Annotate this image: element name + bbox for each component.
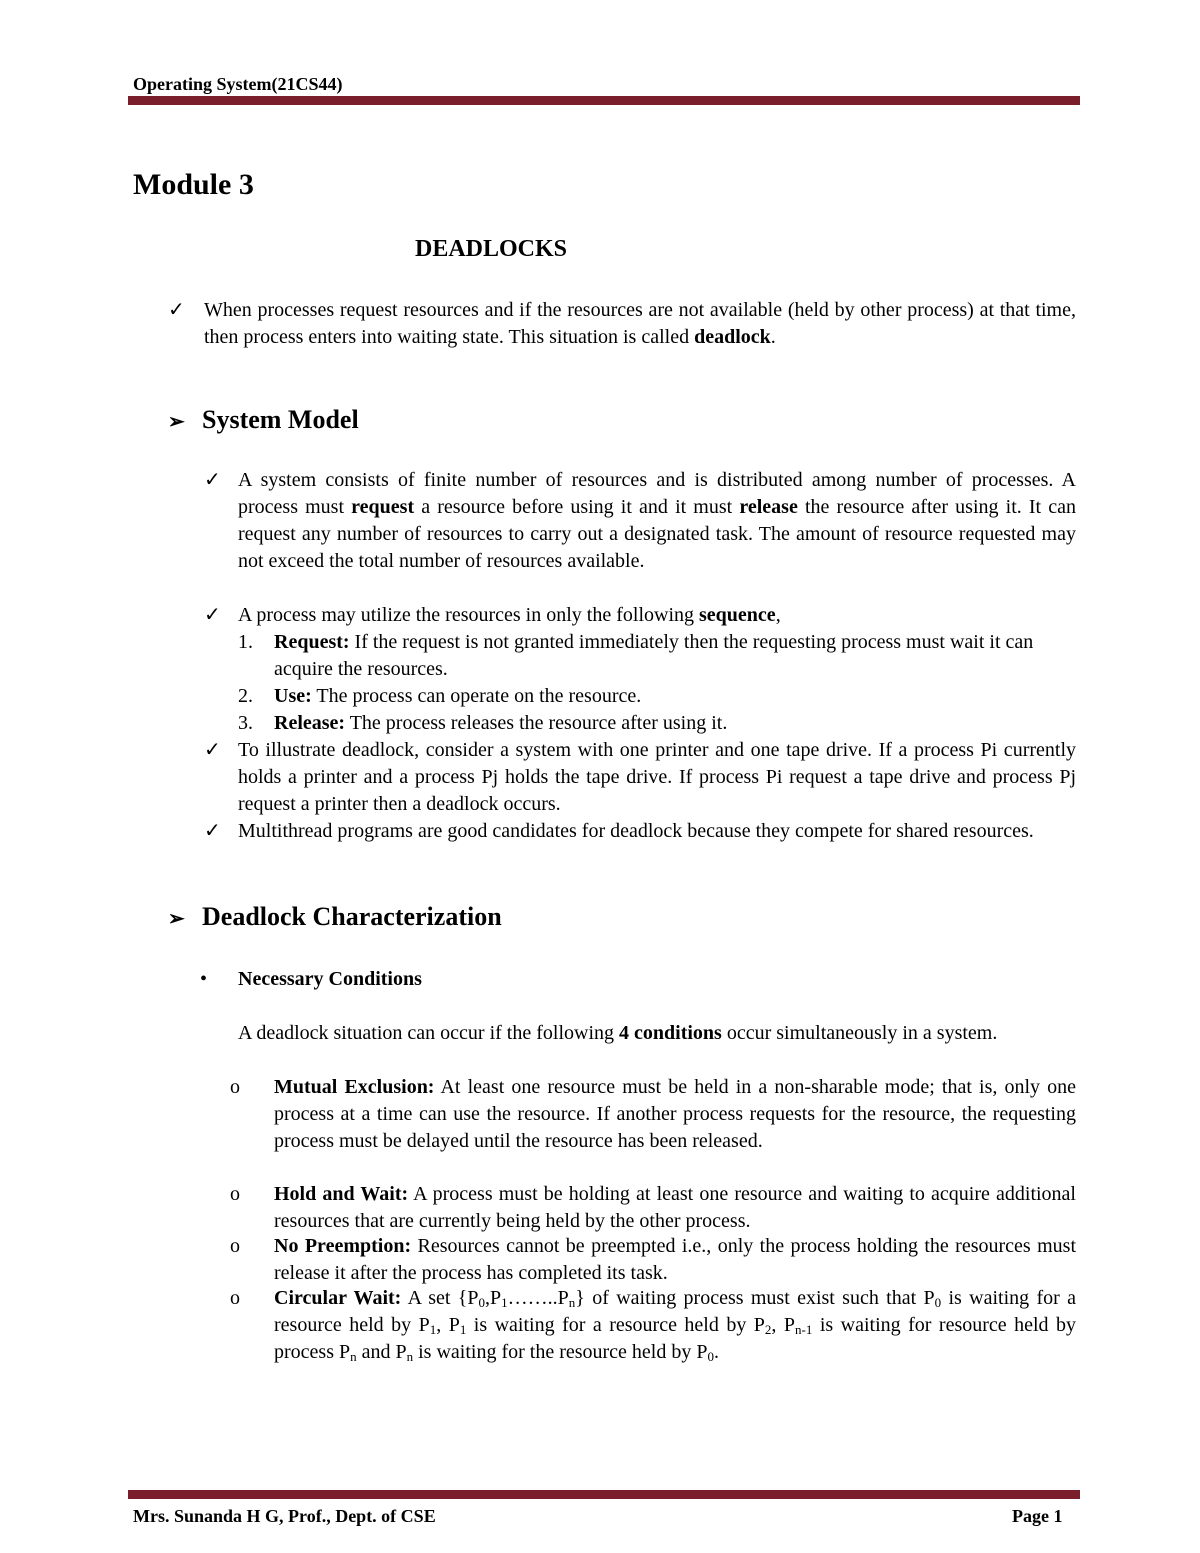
step-item: Release: The process releases the resource after using it. bbox=[274, 712, 728, 734]
footer-rule bbox=[128, 1490, 1080, 1499]
footer-author: Mrs. Sunanda H G, Prof., Dept. of CSE bbox=[133, 1506, 436, 1526]
system-model-bullet: A process may utilize the resources in only the following sequence, bbox=[238, 604, 781, 626]
system-model-bullet: A system consists of finite number of resources and is distributed among number of processes. A process must request a resource before using it and it must release the resource after using it. It can request any number of resources to carry out a designated task. The amount of resource requested may not exceed the total number of resources available. bbox=[238, 469, 1076, 572]
sub-heading-necessary-conditions: Necessary Conditions bbox=[238, 968, 422, 990]
bullet-dot-icon: • bbox=[200, 968, 208, 990]
circle-bullet-icon: o bbox=[230, 1076, 240, 1098]
condition-item-circular-wait: Circular Wait: A set $\{P_0,P_1\dots\dots..P_n\}$ of waiting process must exist such that $P_0$ is waiting for a resource held by $P_1$, $P_1$ is waiting for a resource held by $P_2$, $P_{n-1}$ is waiting for resource held by process $P_n$ and $P_n$ is waiting for the resource held by $P_0$. bbox=[274, 1287, 1077, 1364]
section-heading-characterization: ➢ Deadlock Characterization bbox=[168, 902, 502, 931]
check-icon: ✓ bbox=[168, 299, 185, 321]
step-number: 1. bbox=[238, 631, 253, 653]
step-item: Request: If the request is not granted immediately then the requesting process must wait it can acquire the resources. bbox=[274, 631, 1034, 680]
circle-bullet-icon: o bbox=[230, 1235, 240, 1257]
system-model-bullet: Multithread programs are good candidates for deadlock because they compete for shared resources. bbox=[238, 820, 1034, 842]
page-number: Page 1 bbox=[1012, 1506, 1063, 1526]
section-heading-system-model: ➢ System Model bbox=[168, 405, 359, 434]
arrow-bullet-icon: ➢ bbox=[168, 411, 185, 433]
check-icon: ✓ bbox=[204, 469, 221, 491]
step-number: 2. bbox=[238, 685, 253, 707]
circle-bullet-icon: o bbox=[230, 1287, 240, 1309]
condition-item: Mutual Exclusion: At least one resource must be held in a non-sharable mode; that is, only one process at a time can use the resource. If another process requests for the resource, the requesting process must be delayed until the resource has been released. bbox=[274, 1076, 1077, 1152]
circle-bullet-icon: o bbox=[230, 1183, 240, 1205]
chapter-title: DEADLOCKS bbox=[415, 236, 568, 262]
check-icon: ✓ bbox=[204, 604, 221, 626]
step-number: 3. bbox=[238, 712, 253, 734]
header-rule bbox=[128, 96, 1080, 105]
intro-paragraph: When processes request resources and if the resources are not available (held by other process) at that time, then process enters into waiting state. This situation is called deadlock. bbox=[204, 299, 1076, 348]
conditions-intro: A deadlock situation can occur if the following 4 conditions occur simultaneously in a system. bbox=[238, 1022, 998, 1044]
check-icon: ✓ bbox=[204, 739, 221, 761]
system-model-bullet: To illustrate deadlock, consider a system with one printer and one tape drive. If a process Pi currently holds a printer and a process Pj holds the tape drive. If process Pi request a tape drive and process Pj request a printer then a deadlock occurs. bbox=[238, 739, 1076, 815]
arrow-bullet-icon: ➢ bbox=[168, 908, 185, 930]
module-title: Module 3 bbox=[133, 168, 254, 201]
check-icon: ✓ bbox=[204, 820, 221, 842]
header-title: Operating System(21CS44) bbox=[133, 74, 343, 94]
condition-item: No Preemption: Resources cannot be preempted i.e., only the process holding the resources must release it after the process has completed its task. bbox=[274, 1235, 1076, 1284]
step-item: Use: The process can operate on the resource. bbox=[274, 685, 642, 707]
condition-item: Hold and Wait: A process must be holding at least one resource and waiting to acquire additional resources that are currently being held by the other process. bbox=[274, 1183, 1076, 1232]
